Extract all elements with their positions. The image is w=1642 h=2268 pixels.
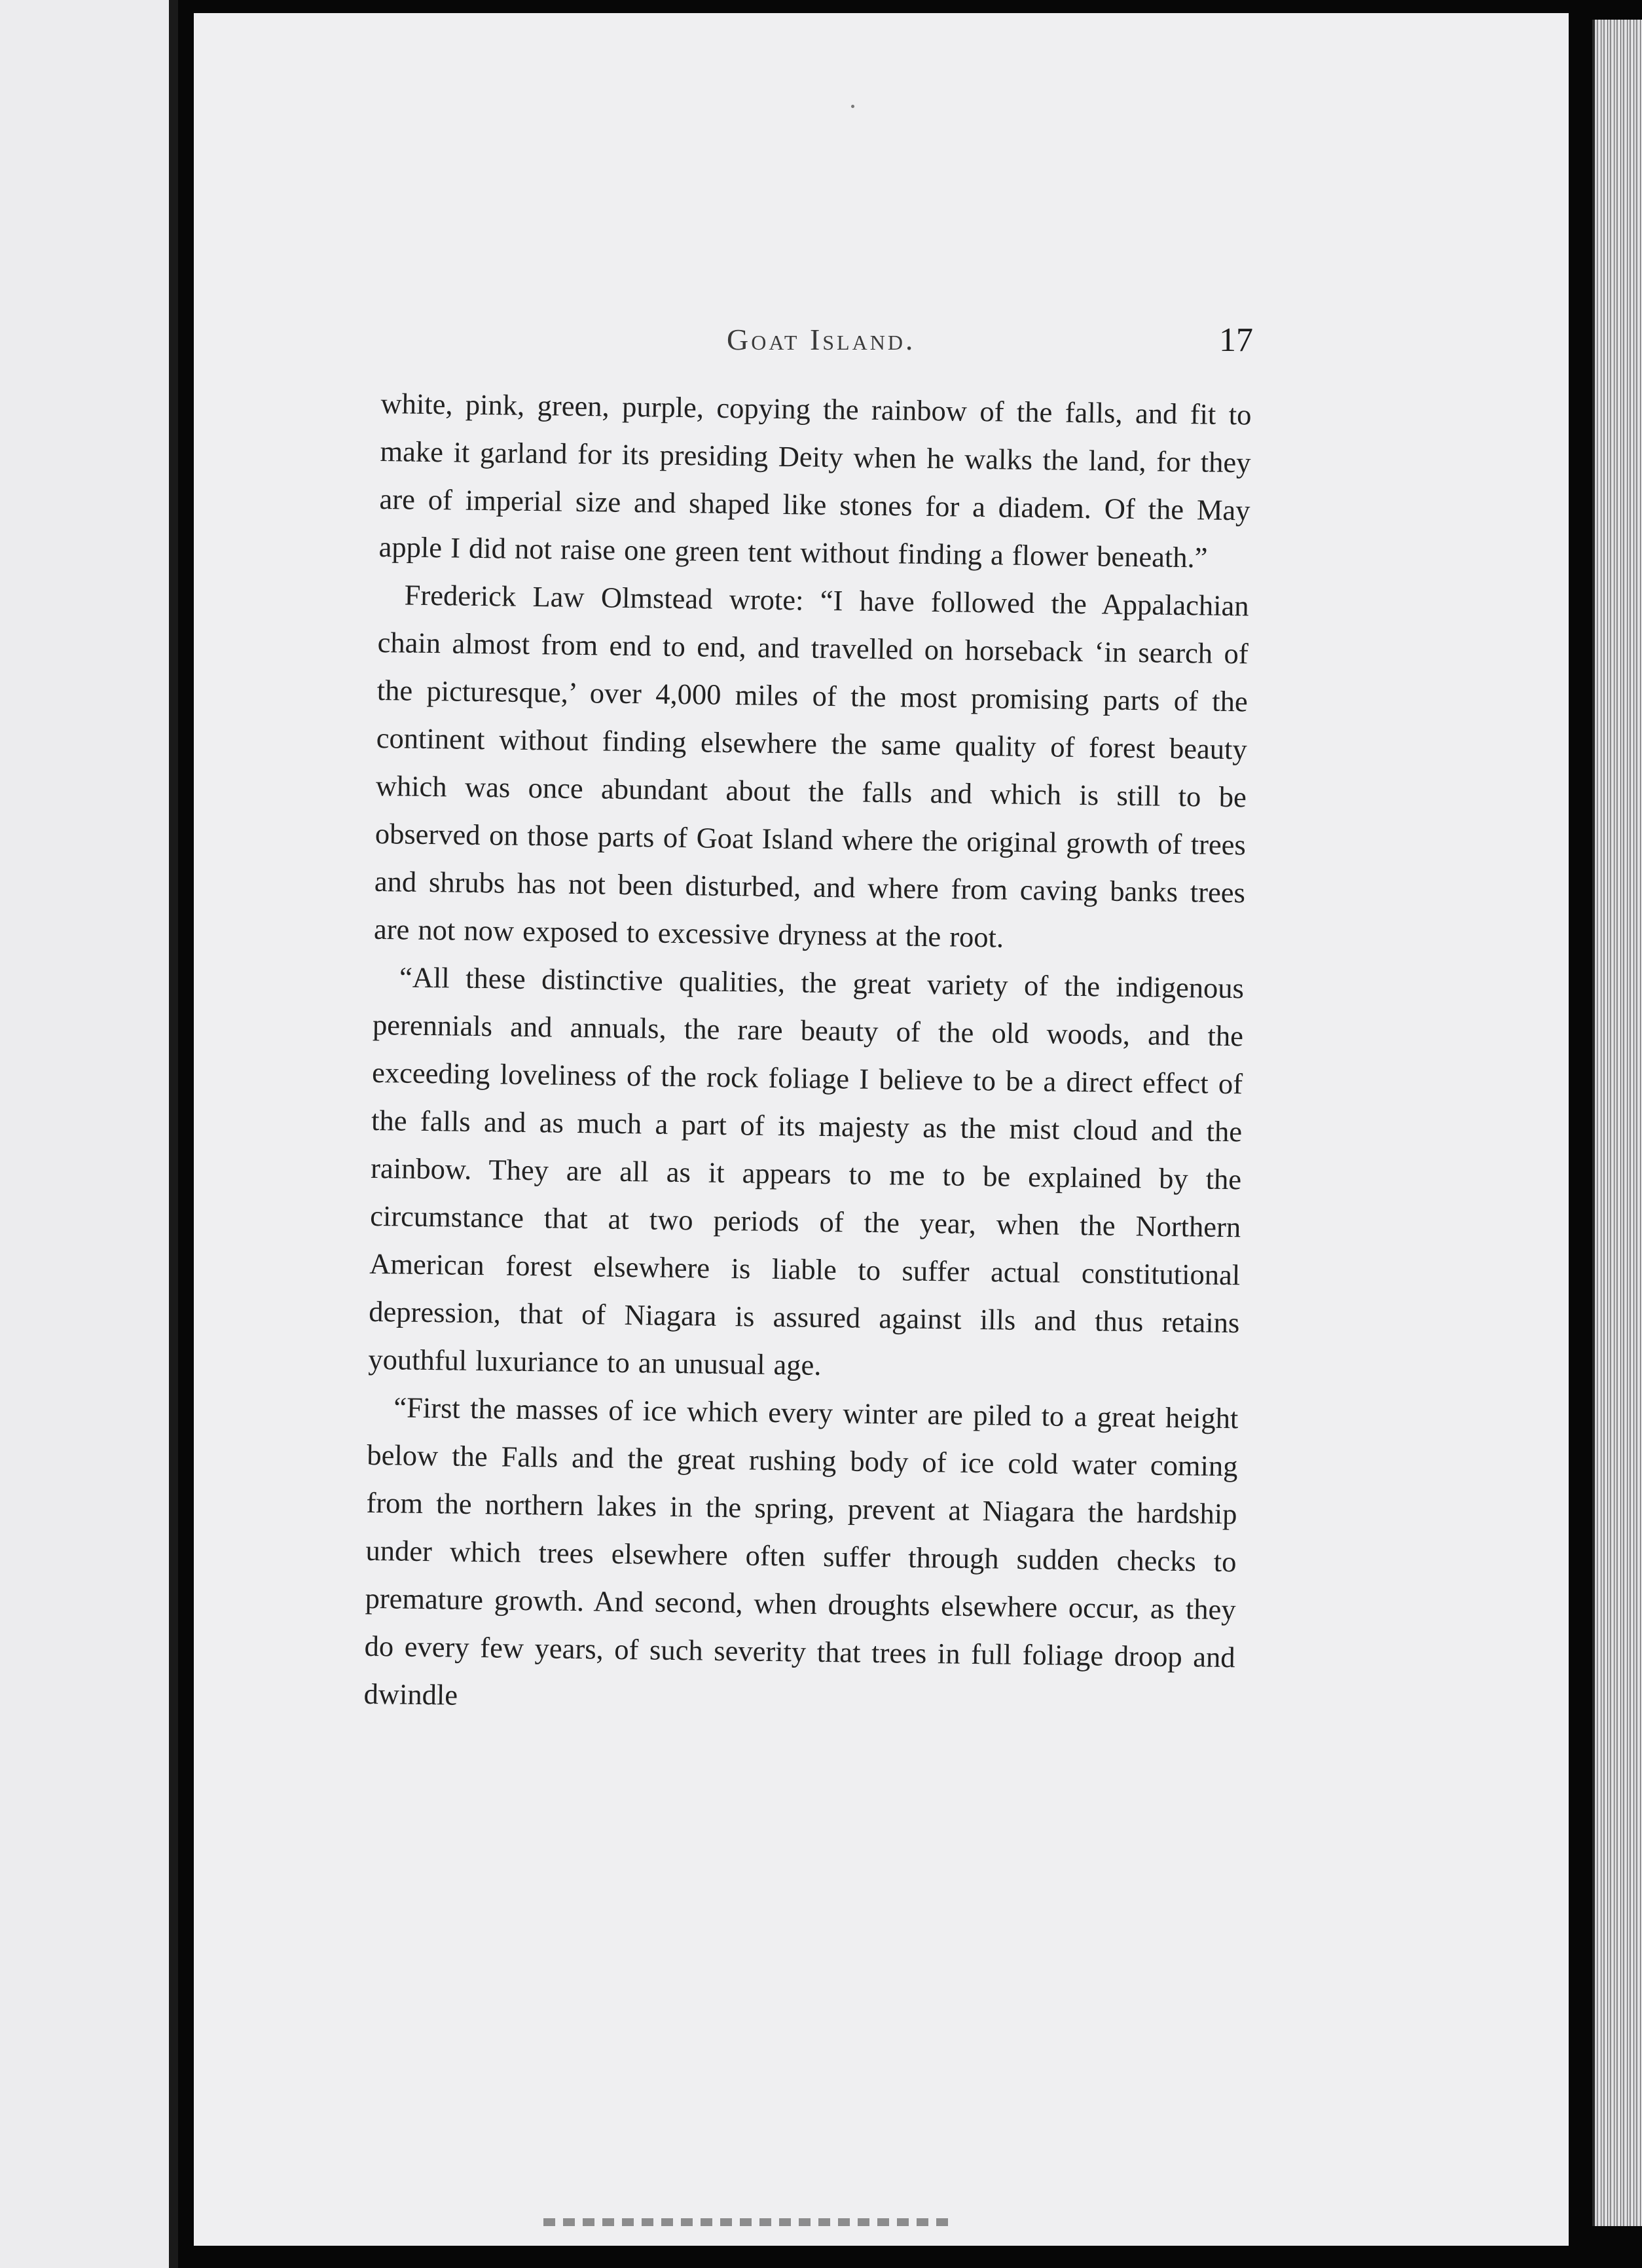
paragraph-2: Frederick Law Olmstead wrote: “I have followed the Appalachian chain almost from end to end, and travelled on horseback ‘in search of the picturesque,’ over 4,000 miles of the most promising parts of the continent without finding elsewhere the same quality of forest beauty which was once abundant about the falls and which is still to be observed on those parts of Goat Island where the original growth of trees and shrubs has not been disturbed, and where from caving banks trees are not now exposed to excessive dryness at the root.: [373, 578, 1249, 954]
paragraph-4: “First the masses of ice which every winter are piled to a great height below the Falls and the great rushing body of ice cold water coming from the northern lakes in the spring, prevent at Niagara the hardship under which trees elsewhere often suffer through sudden checks to premature growth. And second, when droughts elsewhere occur, as they do every few years, of such severity that trees in full foliage droop and dwindle: [363, 1391, 1239, 1711]
running-title: Goat Island.: [727, 323, 916, 356]
page-number: 17: [1219, 321, 1253, 359]
bleed-through-mark: [543, 2218, 949, 2226]
ink-speck: [851, 105, 854, 108]
facing-page-edge: [0, 0, 178, 2268]
body-text: [363, 380, 1252, 1729]
stacked-page-edges: [1592, 20, 1642, 2226]
paragraph-1: white, pink, green, purple, copying the rainbow of the falls, and fit to make it garland for its presiding Deity when he walks the land, for they are of imperial size and shaped like stones for a diadem. Of the May apple I did not raise one green tent without finding a flower beneath.”: [378, 386, 1252, 574]
paragraph-3: “All these distinctive qualities, the great variety of the indigenous perennials and annuals, the rare beauty of the old woods, and the exceeding loveliness of the rock foliage I believe to be a direct effect of the falls and as much a part of its majesty as the mist cloud and the rainbow. They are all as it appears to me to be explained by the circumstance that at two periods of the year, when the Northern American forest elsewhere is liable to suffer actual constitutional depression, that of Niagara is assured against ills and thus retains youthful luxuriance to an unusual age.: [368, 960, 1245, 1381]
